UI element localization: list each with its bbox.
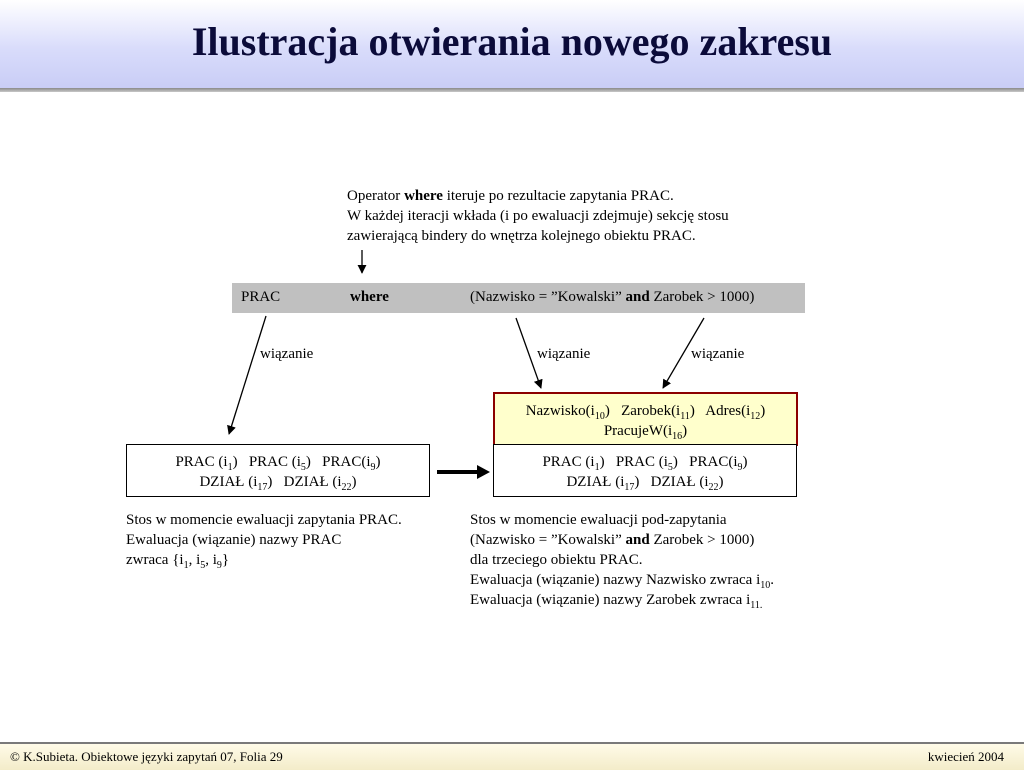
- arrow-stack-transition-head: [477, 465, 490, 479]
- caption-left-line-1: Stos w momencie ewaluacji zapytania PRAC.: [126, 512, 402, 528]
- caption-right-line-5: Ewaluacja (wiązanie) nazwy Zarobek zwraca $i_{11.}$: [470, 592, 763, 611]
- caption-right-line-3: dla trzeciego obiektu PRAC.: [470, 552, 643, 568]
- slide-title: Ilustracja otwierania nowego zakresu: [191, 19, 833, 64]
- caption-right-line-1: Stos w momencie ewaluacji pod-zapytania: [470, 512, 727, 528]
- binding-label-2: wiązanie: [537, 346, 591, 362]
- env-row-2: $PracujeW(i_{16})$: [603, 423, 688, 442]
- binding-label-1: wiązanie: [260, 346, 314, 362]
- caption-left-line-3: zwraca {$i_1$, $i_5$, $i_9$}: [126, 552, 230, 571]
- caption-right-line-2: (Nazwisko = ”Kowalski” and Zarobek > 1000): [470, 532, 755, 548]
- intro-line-3: zawierającą bindery do wnętrza kolejnego obiektu PRAC.: [347, 228, 696, 244]
- binding-label-3: wiązanie: [691, 346, 745, 362]
- footer-left-text: © K.Subieta. Obiektowe języki zapytań 07, Folia 29: [10, 749, 283, 764]
- caption-right-line-4: Ewaluacja (wiązanie) nazwy Nazwisko zwraca $i_{10}$.: [470, 572, 775, 591]
- stack-left-row-2: DZIAŁ $(i_{17})$ DZIAŁ $(i_{22})$: [199, 474, 357, 493]
- stack-left-row-1: PRAC $(i_1)$ PRAC $(i_5)$ $PRAC(i_9)$: [175, 454, 381, 473]
- footer-bar: [0, 742, 1024, 770]
- intro-line-2: W każdej iteracji wkłada (i po ewaluacji zdejmuje) sekcję stosu: [347, 208, 729, 224]
- intro-line-1: Operator where iteruje po rezultacie zapytania PRAC.: [347, 188, 674, 204]
- query-condition: (Nazwisko = ”Kowalski” and Zarobek > 1000): [470, 289, 755, 305]
- arrow-binding-nazwisko: [516, 318, 541, 388]
- caption-left-line-2: Ewaluacja (wiązanie) nazwy PRAC: [126, 532, 342, 548]
- stack-right-row-1: PRAC $(i_1)$ PRAC $(i_5)$ $PRAC(i_9)$: [542, 454, 748, 473]
- stack-right-row-2: DZIAŁ $(i_{17})$ DZIAŁ $(i_{22})$: [566, 474, 724, 493]
- env-row-1: $Nazwisko(i_{10})$ $Zarobek(i_{11})$ $Adres(i_{12})$: [525, 403, 766, 422]
- arrow-binding-zarobek: [663, 318, 704, 388]
- arrow-binding-prac: [229, 316, 266, 434]
- query-prac: PRAC: [241, 289, 281, 305]
- query-where: where: [350, 289, 389, 305]
- footer-right-text: kwiecień 2004: [927, 749, 1004, 764]
